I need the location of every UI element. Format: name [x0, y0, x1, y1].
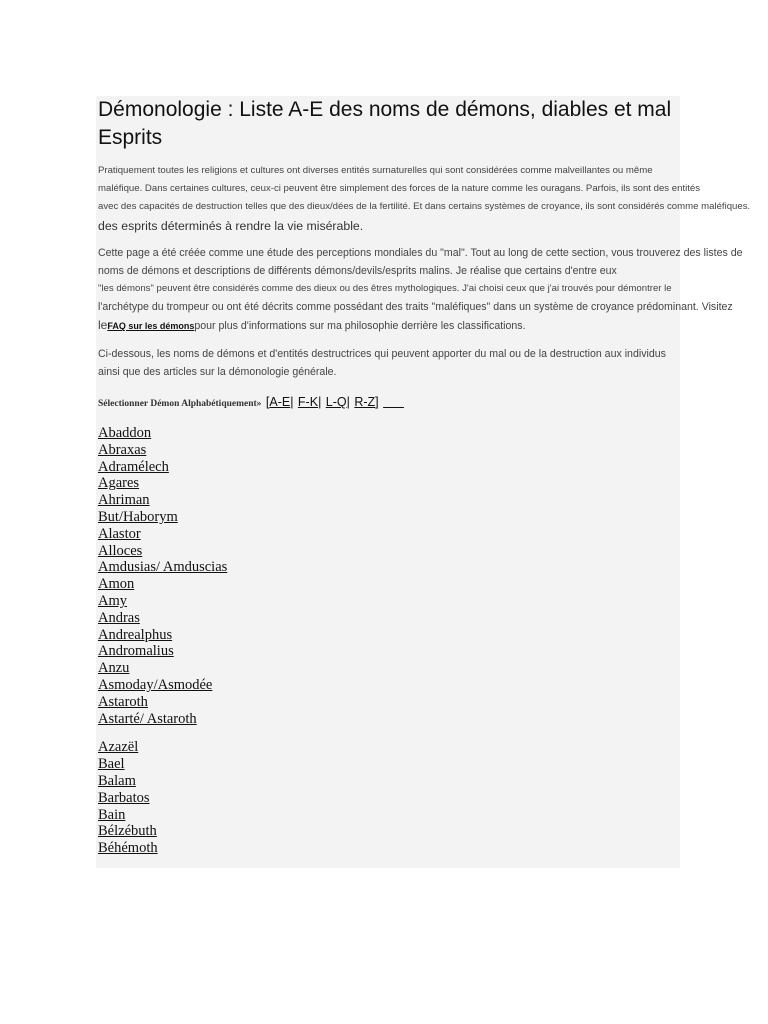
list-item — [98, 711, 738, 728]
range-link-a-e[interactable]: A-E — [269, 395, 291, 409]
intro-p2-suffix: pour plus d'informations sur ma philosophie derrière les classifications. — [194, 320, 526, 332]
intro-p1-line: des esprits déterminés à rendre la vie misérable. — [98, 219, 364, 233]
demon-list-group-1 — [98, 425, 738, 727]
demon-link[interactable]: Alastor — [98, 525, 141, 542]
intro-section — [98, 162, 751, 381]
page-title: Démonologie : Liste A-E des noms de démons, diables et mal Esprits — [98, 98, 672, 149]
list-item — [98, 643, 738, 660]
demon-link[interactable]: Balam — [98, 772, 136, 789]
range-link-r-z[interactable]: R-Z — [354, 395, 376, 409]
demon-link[interactable]: Azazël — [98, 739, 139, 756]
selector-separator: | — [290, 395, 294, 409]
list-item — [98, 559, 738, 576]
intro-p2-line: l'archétype du trompeur ou ont été décrits comme possédant des traits "maléfiques" dans un système de croyance prédominant. Visitez — [98, 301, 733, 313]
demon-link[interactable]: Barbatos — [98, 789, 150, 806]
intro-p2-prefix: le — [98, 318, 108, 332]
demon-link[interactable]: Abaddon — [98, 425, 152, 441]
intro-p1-line: maléfique. Dans certaines cultures, ceux-ci peuvent être simplement des forces de la nature comme les ouragans. Parfois, ils sont des entités — [98, 183, 701, 194]
list-item — [98, 576, 738, 593]
faq-link[interactable]: FAQ sur les démons — [107, 321, 195, 331]
alphabet-selector — [98, 393, 738, 413]
list-item — [98, 840, 738, 857]
list-item — [98, 756, 738, 773]
spacer — [98, 335, 738, 345]
demon-link[interactable]: Ahriman — [98, 492, 150, 509]
list-item — [98, 660, 738, 677]
selector-separator: | — [346, 395, 350, 409]
demon-link[interactable]: Bain — [98, 806, 126, 823]
range-link-l-q[interactable]: L-Q — [325, 395, 347, 409]
demon-link[interactable]: Andras — [98, 609, 140, 626]
demon-link[interactable]: Amy — [98, 592, 127, 609]
intro-p2-line: "les démons" peuvent être considérés comme des dieux ou des êtres mythologiques. J'ai choisi ceux que j'ai trouvés pour démontrer le — [98, 283, 672, 294]
selector-open-bracket: [ — [265, 395, 270, 409]
list-item — [98, 509, 738, 526]
intro-p3-line: Ci-dessous, les noms de démons et d'entités destructrices qui peuvent apporter du mal ou de la destruction aux individus — [98, 348, 666, 360]
intro-p3-line: ainsi que des articles sur la démonologie générale. — [98, 366, 337, 378]
list-item — [98, 773, 738, 790]
list-item — [98, 543, 738, 560]
list-item — [98, 526, 738, 543]
range-link-f-k[interactable]: F-K — [297, 395, 319, 409]
demon-link[interactable]: Béhémoth — [98, 840, 158, 857]
intro-p2-line: Cette page a été créée comme une étude des perceptions mondiales du "mal". Tout au long de cette section, vous trouverez des listes de — [98, 247, 743, 259]
demon-link[interactable]: Abraxas — [98, 441, 147, 458]
demon-link[interactable]: Amdusias/ Amduscias — [98, 559, 228, 576]
spacer — [98, 236, 738, 244]
demon-link[interactable]: Astaroth — [98, 693, 148, 710]
demon-link[interactable]: Andrealphus — [98, 626, 173, 643]
intro-p1-line: Pratiquement toutes les religions et cultures ont diverses entités surnaturelles qui sont considérées comme malveillantes ou même — [98, 165, 653, 176]
list-item — [98, 823, 738, 840]
list-item — [98, 425, 738, 442]
selector-label: Sélectionner Démon Alphabétiquement» — [98, 399, 262, 409]
list-item — [98, 677, 738, 694]
selector-trailing-underline — [383, 395, 404, 409]
demon-link[interactable]: Andromalius — [98, 643, 174, 660]
list-item — [98, 475, 738, 492]
list-item — [98, 610, 738, 627]
list-item — [98, 442, 738, 459]
list-item — [98, 627, 738, 644]
list-item — [98, 492, 738, 509]
article — [98, 96, 751, 857]
list-item — [98, 694, 738, 711]
list-item — [98, 593, 738, 610]
list-item — [98, 807, 738, 824]
intro-p2-last-line — [98, 316, 738, 335]
list-item — [98, 459, 738, 476]
demon-list-group-2 — [98, 739, 738, 857]
demon-link[interactable]: Anzu — [98, 660, 130, 677]
demon-link[interactable]: Adramélech — [98, 458, 169, 475]
demon-link[interactable]: Amon — [98, 576, 135, 593]
demon-link[interactable]: But/Haborym — [98, 508, 178, 525]
demon-link[interactable]: Bélzébuth — [98, 823, 157, 840]
demon-link[interactable]: Agares — [98, 475, 140, 492]
intro-p1-line: avec des capacités de destruction telles que des dieux/dées de la fertilité. Et dans certains systèmes de croyance, ils sont considérés comme maléfiques. — [98, 201, 751, 212]
demon-link[interactable]: Alloces — [98, 542, 143, 559]
demon-link[interactable]: Astarté/ Astaroth — [98, 710, 197, 727]
selector-separator: | — [318, 395, 322, 409]
demon-link[interactable]: Asmoday/Asmodée — [98, 676, 213, 693]
demon-link[interactable]: Bael — [98, 756, 125, 773]
selector-close-bracket: ] — [375, 395, 379, 409]
list-item — [98, 739, 738, 756]
list-item — [98, 790, 738, 807]
intro-p2-line: noms de démons et descriptions de différents démons/devils/esprits malins. Je réalise que certains d'entre eux — [98, 265, 617, 277]
